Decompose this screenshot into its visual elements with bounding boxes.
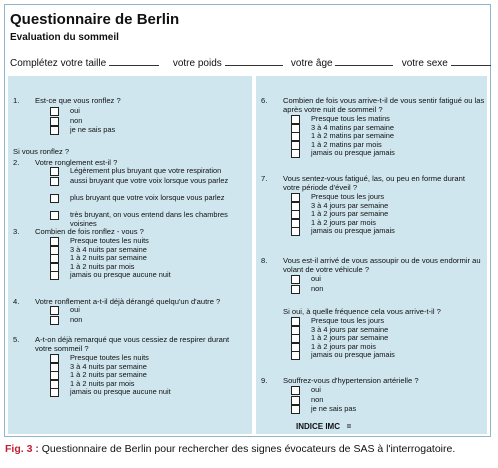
left-questions-panel xyxy=(8,76,252,434)
answer-option: 1 à 2 matins par mois xyxy=(311,139,382,149)
answer-option: Presque tous les matins xyxy=(311,114,390,123)
answer-option: 1 à 2 jours par mois xyxy=(311,341,376,351)
question-text: Souffrez-vous d'hypertension artérielle ? xyxy=(283,376,419,385)
question-text: Est-ce que vous ronflez ? xyxy=(35,96,121,105)
answer-option: 3 à 4 jours par semaine xyxy=(311,200,389,210)
weight-blank[interactable] xyxy=(225,56,283,66)
field-label-height: Complétez votre taille xyxy=(10,58,107,69)
answer-option: Presque tous les jours xyxy=(311,192,385,201)
answer-option: 3 à 4 matins par semaine xyxy=(311,122,394,132)
question-number: 4. xyxy=(13,297,20,306)
question-number: 3. xyxy=(13,227,20,236)
answer-checkbox[interactable] xyxy=(291,351,300,360)
answer-checkbox[interactable] xyxy=(50,388,59,397)
question-text: Combien de fois ronflez - vous ? xyxy=(35,227,144,236)
page-subtitle: Evaluation du sommeil xyxy=(10,32,119,43)
answer-option: jamais ou presque jamais xyxy=(311,350,395,359)
answer-option: Presque tous les jours xyxy=(311,316,385,325)
answer-checkbox[interactable] xyxy=(50,167,59,176)
answer-checkbox[interactable] xyxy=(291,149,300,158)
question-number: 8. xyxy=(261,256,268,265)
answer-option: jamais ou presque aucune nuit xyxy=(70,270,171,279)
question-text: Votre ronflement a-t-il déjà dérangé quelqu'un d'autre ? xyxy=(35,297,221,306)
question-text: Si oui, à quelle fréquence cela vous arrive-t-il ? xyxy=(283,307,441,316)
question-text: Vous est-il arrivé de vous assoupir ou de vous endormir au volant de votre véhicule ? xyxy=(283,256,481,274)
answer-option: plus bruyant que votre voix lorsque vous parlez xyxy=(70,193,225,202)
answer-checkbox[interactable] xyxy=(50,194,59,203)
question-number: 7. xyxy=(261,174,268,183)
answer-option: 3 à 4 jours par semaine xyxy=(311,324,389,334)
answer-option: jamais ou presque jamais xyxy=(311,226,395,235)
answer-option: Presque toutes les nuits xyxy=(70,236,149,245)
left-q2-condition: Si vous ronflez ? xyxy=(13,147,70,156)
answer-option: 1 à 2 jours par semaine xyxy=(311,209,389,218)
height-blank[interactable] xyxy=(109,56,159,66)
question-number: 6. xyxy=(261,96,268,105)
answer-option: 3 à 4 nuits par semaine xyxy=(70,361,147,371)
answer-option: jamais ou presque aucune nuit xyxy=(70,387,171,396)
answer-option: 1 à 2 jours par mois xyxy=(311,217,376,227)
answer-option: oui xyxy=(70,305,80,314)
answer-option: aussi bruyant que votre voix lorsque vous parlez xyxy=(70,176,229,185)
question-text: Combien de fois vous arrive-t-il de vous sentir fatigué ou las après votre nuit de sommeil ? xyxy=(283,96,485,114)
answer-checkbox[interactable] xyxy=(50,211,59,220)
question-number: 1. xyxy=(13,96,20,105)
figure-caption xyxy=(5,443,455,455)
answer-option: 1 à 2 nuits par semaine xyxy=(70,253,147,262)
answer-checkbox[interactable] xyxy=(50,316,59,325)
field-label-age: votre âge xyxy=(290,58,333,69)
question-number: 9. xyxy=(261,376,268,385)
answer-checkbox[interactable] xyxy=(291,396,300,405)
answer-option: très bruyant, on vous entend dans les chambres voisines xyxy=(70,210,228,228)
imc-equals: = xyxy=(340,422,352,431)
question-text: A-t-on déjà remarqué que vous cessiez de respirer durant votre sommeil ? xyxy=(35,335,230,353)
answer-option: Presque toutes les nuits xyxy=(70,353,149,362)
answer-checkbox[interactable] xyxy=(50,271,59,280)
field-label-weight: votre poids xyxy=(172,58,222,69)
answer-checkbox[interactable] xyxy=(50,126,59,135)
age-blank[interactable] xyxy=(335,56,393,66)
answer-option: non xyxy=(70,314,83,324)
caption-text: Questionnaire de Berlin pour rechercher des signes évocateurs de SAS à l'interrogatoire. xyxy=(41,443,456,455)
question-number: 5. xyxy=(13,335,20,344)
caption-label: Fig. 3 : xyxy=(5,443,39,455)
page-title: Questionnaire de Berlin xyxy=(10,11,180,28)
answer-checkbox[interactable] xyxy=(291,405,300,414)
imc-label: INDICE IMC xyxy=(296,422,340,431)
personal-fields xyxy=(10,56,491,69)
answer-option: jamais ou presque jamais xyxy=(311,148,395,157)
right-questions-panel xyxy=(256,76,487,434)
answer-option: oui xyxy=(311,274,321,283)
answer-option: oui xyxy=(70,106,80,115)
question-number: 2. xyxy=(13,158,20,167)
answer-option: non xyxy=(70,115,83,125)
answer-option: 1 à 2 nuits par semaine xyxy=(70,370,147,379)
answer-checkbox[interactable] xyxy=(50,107,59,116)
answer-option: 1 à 2 jours par semaine xyxy=(311,333,389,342)
questionnaire-frame xyxy=(4,4,491,437)
answer-option: 1 à 2 nuits par mois xyxy=(70,261,135,271)
question-text: Vous sentez-vous fatigué, las, ou peu en forme durant votre période d'éveil ? xyxy=(283,174,465,192)
answer-option: Légèrement plus bruyant que votre respiration xyxy=(70,166,222,175)
answer-option: non xyxy=(311,283,324,293)
answer-option: 3 à 4 nuits par semaine xyxy=(70,244,147,254)
sex-blank[interactable] xyxy=(451,56,491,66)
answer-option: 1 à 2 matins par semaine xyxy=(311,131,394,140)
answer-checkbox[interactable] xyxy=(50,177,59,186)
answer-option: 1 à 2 nuits par mois xyxy=(70,378,135,388)
answer-checkbox[interactable] xyxy=(291,275,300,284)
answer-option: non xyxy=(311,394,324,404)
field-label-sex: votre sexe xyxy=(401,58,448,69)
answer-checkbox[interactable] xyxy=(50,117,59,126)
answer-option: je ne sais pas xyxy=(311,404,357,413)
answer-checkbox[interactable] xyxy=(291,285,300,294)
answer-checkbox[interactable] xyxy=(50,306,59,315)
answer-checkbox[interactable] xyxy=(291,386,300,395)
answer-checkbox[interactable] xyxy=(291,227,300,236)
imc-index xyxy=(296,422,351,431)
answer-option: je ne sais pas xyxy=(70,125,116,134)
answer-option: oui xyxy=(311,385,321,394)
question-text: Votre ronglement est-il ? xyxy=(35,158,118,167)
